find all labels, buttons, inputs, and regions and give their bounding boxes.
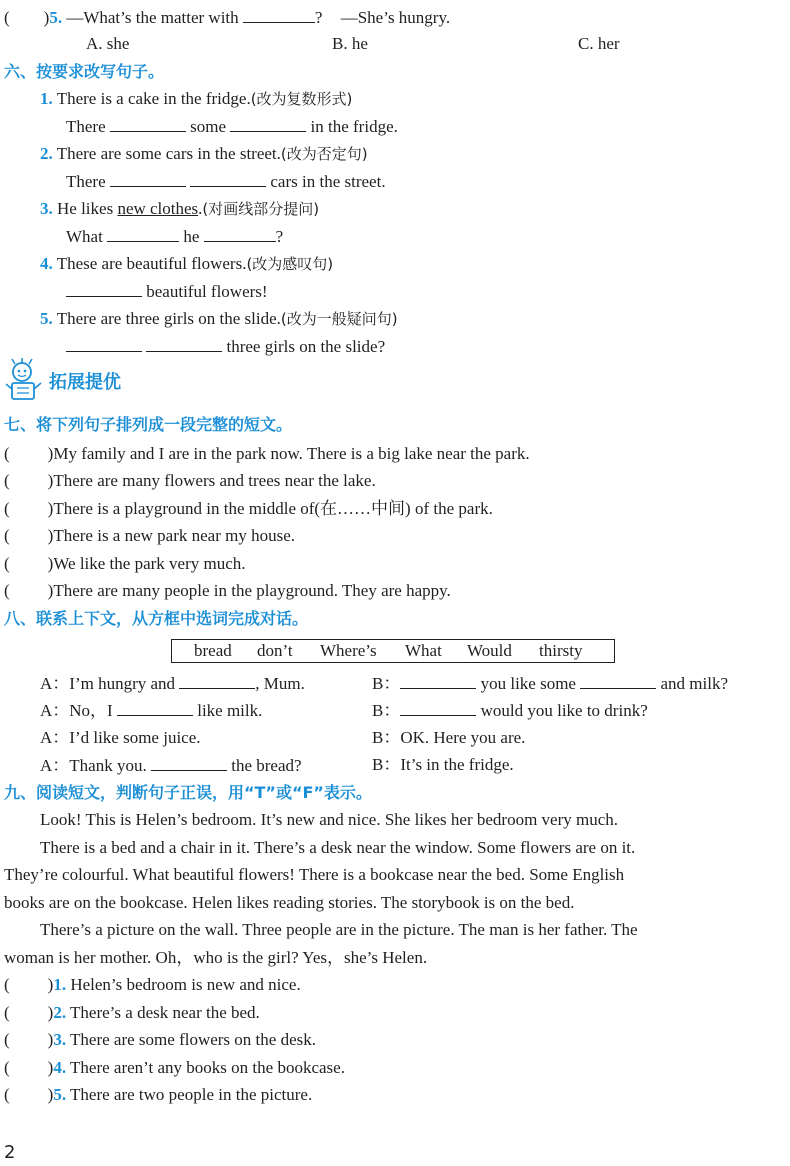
tf-item: ( )3. There are some flowers on the desk. <box>4 1030 316 1049</box>
tf-item: ( )1. Helen’s bedroom is new and nice. <box>4 975 301 994</box>
answer-paren[interactable]: ( <box>4 1003 10 1022</box>
extension-title: 拓展提优 <box>49 372 121 393</box>
underlined-phrase: new clothes <box>117 199 199 218</box>
s6-item1: 1. There is a cake in the fridge.(改为复数形式) <box>40 89 353 108</box>
dialog-b2: B： would you like to drink? <box>372 701 648 720</box>
passage-p2-line2: They’re colourful. What beautiful flowers! There is a bookcase near the bed. Some English <box>4 865 625 884</box>
answer-blank[interactable] <box>243 6 315 23</box>
s6-item3: 3. He likes new clothes.(对画线部分提问) <box>40 199 320 218</box>
answer-blank[interactable] <box>146 335 222 352</box>
dialog-b4: B：It’s in the fridge. <box>372 755 514 774</box>
section6-title: 六、按要求改写句子。 <box>4 62 165 81</box>
passage-p3-line1: There’s a picture on the wall. Three people are in the picture. The man is her father. The <box>40 920 638 939</box>
word-option: What <box>405 641 442 660</box>
answer-paren[interactable]: ( <box>4 444 10 463</box>
passage-p1: Look! This is Helen’s bedroom. It’s new and nice. She likes her bedroom very much. <box>40 810 619 829</box>
word-option: don’t <box>257 641 293 660</box>
mascot-icon <box>2 358 46 402</box>
answer-paren[interactable]: ( <box>4 581 10 600</box>
question-text: —What’s the matter with <box>66 8 239 27</box>
answer-paren[interactable]: ( <box>4 1085 10 1104</box>
word-option: Would <box>467 641 512 660</box>
answer-paren[interactable]: ( <box>4 1058 10 1077</box>
dialog-a3: A：I’d like some juice. <box>40 728 201 747</box>
answer-blank[interactable] <box>151 754 227 771</box>
answer-blank[interactable] <box>110 170 186 187</box>
dialog-a4: A：Thank you. the bread? <box>40 756 302 775</box>
answer-blank[interactable] <box>400 672 476 689</box>
answer-paren[interactable]: ( <box>4 554 10 573</box>
answer-blank[interactable] <box>400 699 476 716</box>
word-option: thirsty <box>539 641 583 660</box>
passage-p2-line1: There is a bed and a chair in it. There’s a desk near the window. Some flowers are on it. <box>40 838 636 857</box>
s7-item: ( )There is a new park near my house. <box>4 526 296 545</box>
s7-item: ( )My family and I are in the park now. There is a big lake near the park. <box>4 444 530 463</box>
answer-blank[interactable] <box>580 672 656 689</box>
s6-item5: 5. There are three girls on the slide.(改为一般疑问句) <box>40 309 398 328</box>
s7-item: ( )There are many people in the playground. They are happy. <box>4 581 451 600</box>
s6-item3-answer: What he ? <box>66 227 284 246</box>
dialog-a1: A：I’m hungry and , Mum. <box>40 674 305 693</box>
answer-paren[interactable]: ( <box>4 499 10 518</box>
s7-item: ( )We like the park very much. <box>4 554 246 573</box>
section7-title: 七、将下列句子排列成一段完整的短文。 <box>4 415 293 434</box>
option-a[interactable]: A. she <box>86 34 130 53</box>
answer-blank[interactable] <box>190 170 266 187</box>
answer-paren[interactable]: ( <box>4 8 10 27</box>
option-b[interactable]: B. he <box>332 34 368 53</box>
section9-title: 九、阅读短文，判断句子正误，用“T”或“F”表示。 <box>4 783 372 802</box>
s6-item1-answer: There some in the fridge. <box>66 117 398 136</box>
section8-title: 八、联系上下文，从方框中选词完成对话。 <box>4 609 309 628</box>
s6-item4-answer: beautiful flowers! <box>66 280 268 303</box>
answer-blank[interactable] <box>66 335 142 352</box>
answer-blank[interactable] <box>204 225 276 242</box>
passage-p2-line3: books are on the bookcase. Helen likes reading stories. The storybook is on the bed. <box>4 893 575 912</box>
dialog-a2: A：No，I like milk. <box>40 701 263 720</box>
dialog-b3: B：OK. Here you are. <box>372 728 526 747</box>
word-box <box>171 639 615 663</box>
s7-item: ( )There are many flowers and trees near the lake. <box>4 471 376 490</box>
answer-blank[interactable] <box>179 672 255 689</box>
answer-blank[interactable] <box>66 280 142 297</box>
answer-blank[interactable] <box>110 115 186 132</box>
page-number: 2 <box>4 1142 16 1163</box>
s6-item2-answer: There cars in the street. <box>66 172 386 191</box>
answer-paren[interactable]: ( <box>4 1030 10 1049</box>
tf-item: ( )5. There are two people in the picture. <box>4 1085 313 1104</box>
s6-item5-answer: three girls on the slide? <box>66 335 385 358</box>
s7-item: ( )There is a playground in the middle of(在……中间) of the park. <box>4 499 493 518</box>
tf-item: ( )2. There’s a desk near the bed. <box>4 1003 260 1022</box>
answer-blank[interactable] <box>230 115 306 132</box>
passage-p3-line2: woman is her mother. Oh，who is the girl? Yes，she’s Helen. <box>4 948 428 967</box>
q5-line: ( )5. —What’s the matter with ? —She’s hungry. <box>4 8 451 27</box>
tf-item: ( )4. There aren’t any books on the bookcase. <box>4 1058 345 1077</box>
option-c[interactable]: C. her <box>578 34 620 53</box>
question-number: 5. <box>49 8 63 27</box>
dialog-b1: B： you like some and milk? <box>372 674 728 693</box>
answer-blank[interactable] <box>117 699 193 716</box>
answer-blank[interactable] <box>107 225 179 242</box>
answer-paren[interactable]: ( <box>4 975 10 994</box>
word-option: Where’s <box>320 641 377 660</box>
word-option: bread <box>194 641 232 660</box>
s6-item4: 4. These are beautiful flowers.(改为感叹句) <box>40 254 334 273</box>
answer-paren[interactable]: ( <box>4 526 10 545</box>
answer-paren[interactable]: ( <box>4 471 10 490</box>
s6-item2: 2. There are some cars in the street.(改为否定句) <box>40 144 368 163</box>
